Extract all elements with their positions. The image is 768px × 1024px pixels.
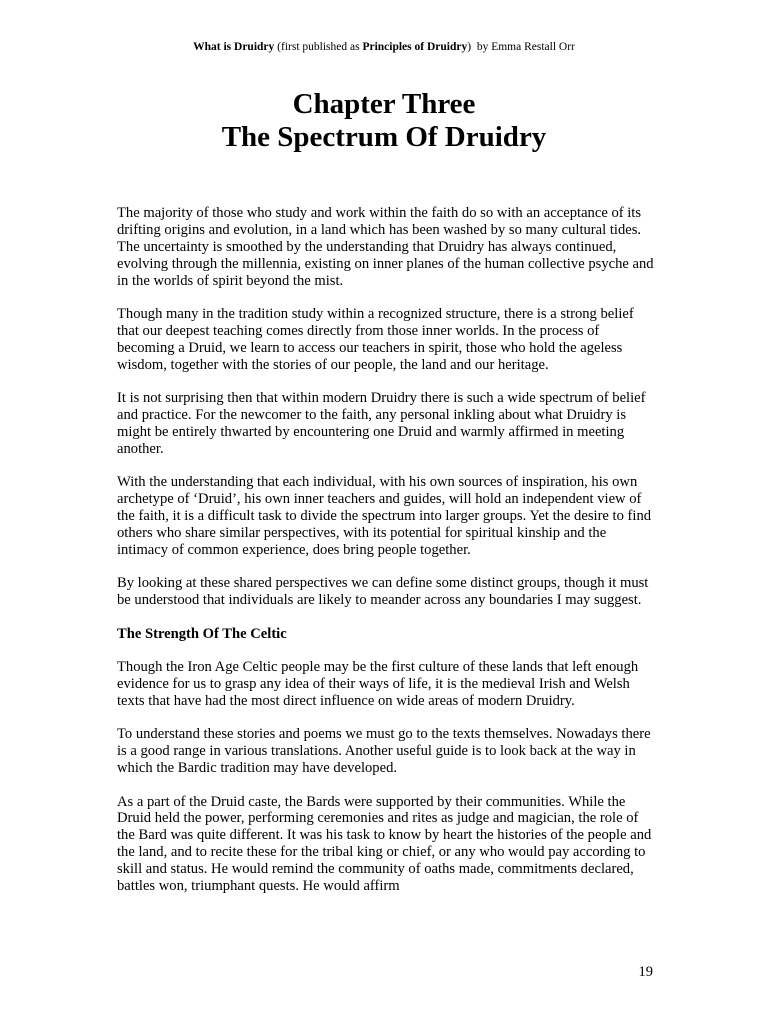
header-paren-close: ) <box>467 41 472 53</box>
paragraph: Though many in the tradition study within a recognized structure, there is a strong belief that our deepest teaching comes directly from those inner worlds. In the process of becoming a Druid, we learn to access our teachers in spirit, those who hold the ageless wisdom, together with the stories of our people, the land and our heritage. <box>117 306 634 373</box>
chapter-name: The Spectrum Of Druidry <box>221 121 547 153</box>
chapter-title <box>0 88 768 154</box>
header-book-title: What is Druidry <box>193 41 275 53</box>
paragraph: As a part of the Druid caste, the Bards were supported by their communities. While the Druid held the power, performing ceremonies and rites as judge and magician, the role of the Bard was quite different. It was his task to know by heart the histories of the people and the land, and to recite these for the tribal king or chief, or any who would pay according to skill and status. He would remind the community of oaths made, commitments declared, battles won, triumphant quests. He would affirm <box>117 793 652 895</box>
paragraph: By looking at these shared perspectives we can define some distinct groups, though it must be understood that individuals are likely to meander across any boundaries I may suggest. <box>117 575 649 609</box>
running-header <box>0 40 768 54</box>
paragraph: To understand these stories and poems we must go to the texts themselves. Nowadays there is a good range in various translations. Another useful guide is to look back at the way in which the Bardic tradition may have developed. <box>117 726 651 777</box>
paragraph: Though the Iron Age Celtic people may be the first culture of these lands that left enough evidence for us to grasp any idea of their ways of life, it is the medieval Irish and Welsh texts that have had the most direct influence on wide areas of modern Druidry. <box>117 659 639 709</box>
header-author: by Emma Restall Orr <box>471 41 575 53</box>
paragraph: The majority of those who study and work within the faith do so with an acceptance of its drifting origins and evolution, in a land which has been washed by so many cultural tides. The uncertainty is smoothed by the understanding that Druidry has always continued, evolving through the millennia, existing on inner planes of the human collective psyche and in the worlds of spirit beyond the mist. <box>117 205 654 289</box>
paragraph: With the understanding that each individual, with his own sources of inspiration, his own archetype of ‘Druid’, his own inner teachers and guides, will hold an independent view of the faith, it is a difficult task to divide the spectrum into larger groups. Yet the desire to find others who share similar perspectives, with its potential for spiritual kinship and the intimacy of common experience, does bring people together. <box>117 474 652 558</box>
header-original-title: Principles of Druidry <box>362 41 468 53</box>
paragraph: It is not surprising then that within modern Druidry there is such a wide spectrum of belief and practice. For the newcomer to the faith, any personal inkling about what Druidry is might be entirely thwarted by encountering one Druid and warmly affirmed in meeting another. <box>117 390 646 457</box>
header-publication-note: (first published as <box>277 41 363 53</box>
page-number: 19 <box>638 964 653 980</box>
body-text <box>117 205 657 912</box>
section-heading: The Strength Of The Celtic <box>117 625 287 642</box>
chapter-number: Chapter Three <box>292 88 476 120</box>
